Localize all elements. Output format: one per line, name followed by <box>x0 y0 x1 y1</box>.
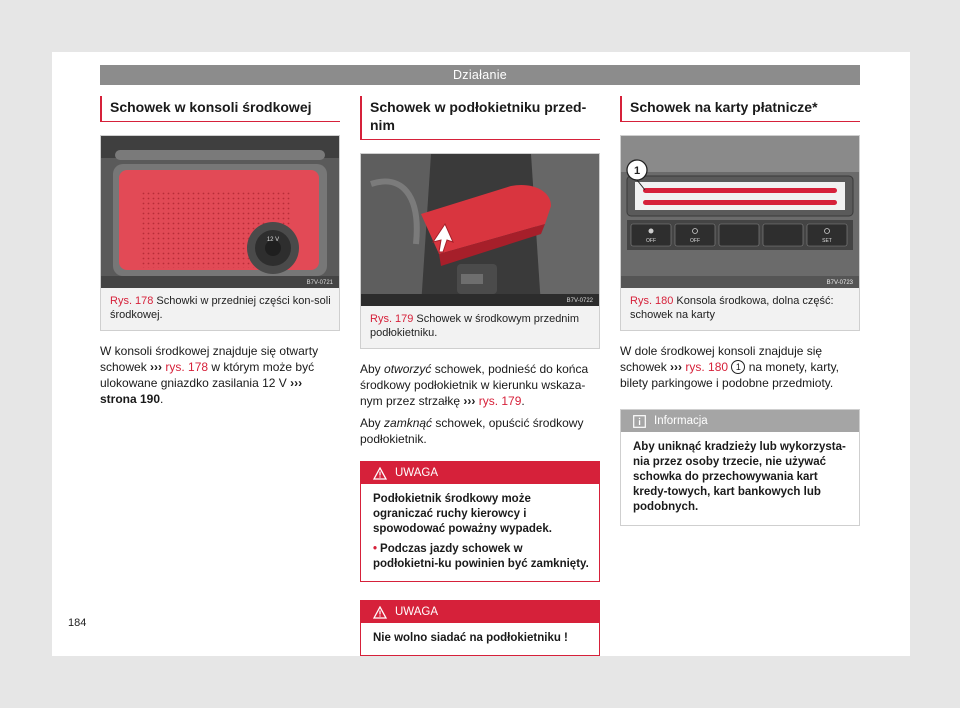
info-content: Aby uniknąć kradzieży lub wykorzysta-nia przez osoby trzecie, nie używać schowka do przechowywania kart kredy-towych, kart bankowych lub podobnych. <box>633 441 846 513</box>
figure-reference: Rys. 179 <box>370 313 414 325</box>
figure-code: B7V-0723 <box>826 280 853 286</box>
figure-caption <box>621 288 859 330</box>
info-header <box>621 410 859 432</box>
figure-code: B7V-0721 <box>306 280 333 286</box>
armrest-illustration <box>361 154 599 306</box>
caption-text: Schowek w środkowym przednim podłokietniku. <box>370 313 580 339</box>
body-text: W konsoli środkowej znajduje się otwarty schowek <box>100 344 319 374</box>
emphasis-text: otworzyć <box>384 362 432 376</box>
bullet-marker: • <box>373 543 378 555</box>
section-title: Schowek w podłokietniku przed-nim <box>360 96 600 140</box>
button-label: OFF <box>690 238 700 244</box>
page-link[interactable]: strona 190 <box>100 392 161 406</box>
section-title: Schowek w konsoli środkowej <box>100 96 340 122</box>
punctuation: . <box>160 392 164 406</box>
figure-link[interactable]: rys. 178 <box>165 360 209 374</box>
body-paragraph <box>100 343 340 407</box>
figure-link[interactable]: rys. 179 <box>478 394 522 408</box>
body-text: Aby <box>360 416 381 430</box>
figure-179 <box>360 153 600 349</box>
callout-badge: 1 <box>731 360 745 374</box>
warning-box <box>360 600 600 656</box>
body-paragraph <box>360 361 600 409</box>
cross-ref-arrows: ››› <box>463 394 476 408</box>
figure-reference: Rys. 178 <box>110 295 154 307</box>
section-console-storage <box>100 96 340 407</box>
figure-180 <box>620 135 860 331</box>
figure-caption <box>361 306 599 348</box>
caption-text: Konsola środkowa, dolna część: schowek na karty <box>630 295 834 321</box>
figure-178 <box>100 135 340 331</box>
warning-triangle-icon <box>373 467 387 480</box>
figure-reference: Rys. 180 <box>630 295 674 307</box>
body-text: na monety, karty, bilety parkingowe i podobne przedmioty. <box>620 360 840 390</box>
warning-text: Podłokietnik środkowy może ograniczać ruchy kierowcy i spowodować poważny wypadek. <box>373 493 552 535</box>
section-title: Schowek na karty płatnicze* <box>620 96 860 122</box>
console-storage-illustration <box>101 136 339 288</box>
figure-code: B7V-0722 <box>566 298 593 304</box>
button-label: OFF <box>646 238 656 244</box>
emphasis-text: zamknąć <box>384 416 433 430</box>
body-text: W dole środkowej konsoli znajduje się schowek <box>620 344 823 374</box>
warning-text: Nie wolno siadać na podłokietniku ! <box>373 632 568 644</box>
page-number: 184 <box>68 617 87 629</box>
warning-box <box>360 461 600 582</box>
body-text: schowek, podnieść do końca środkowy podłokietnik w kierunku wskaza-nym przez strzałkę <box>360 362 589 408</box>
figure-link[interactable]: rys. 180 <box>685 360 729 374</box>
info-box <box>620 409 860 526</box>
cross-ref-arrows: ››› <box>290 376 303 390</box>
body-text: Aby <box>360 362 381 376</box>
body-paragraph <box>620 343 860 391</box>
warning-header <box>361 462 599 484</box>
body-text: schowek, opuścić środkowy podłokietnik. <box>360 416 584 446</box>
punctuation: . <box>521 394 525 408</box>
socket-label: 12 V <box>266 237 280 243</box>
body-text: w którym może być ulokowane gniazdko zasilania 12 V <box>100 360 315 390</box>
warning-text: Podczas jazdy schowek w podłokietni-ku powinien być zamknięty. <box>373 543 589 570</box>
cross-ref-arrows: ››› <box>150 360 163 374</box>
warning-header <box>361 601 599 623</box>
cross-ref-arrows: ››› <box>670 360 683 374</box>
caption-text: Schowki w przedniej części kon-soli środkowej. <box>110 295 331 321</box>
section-armrest-storage <box>360 96 600 656</box>
callout-number: 1 <box>633 165 641 177</box>
warning-content <box>361 623 599 655</box>
body-paragraph <box>360 415 600 447</box>
figure-caption <box>101 288 339 330</box>
warning-label: UWAGA <box>395 467 439 479</box>
section-card-storage <box>620 96 860 526</box>
warning-content <box>361 484 599 581</box>
button-label: SET <box>822 238 832 244</box>
warning-triangle-icon <box>373 606 387 619</box>
info-icon <box>633 415 646 428</box>
card-slot-illustration <box>621 136 859 288</box>
info-label: Informacja <box>654 415 708 427</box>
warning-bullet-item <box>373 542 589 572</box>
console-buttons <box>631 224 847 246</box>
warning-label: UWAGA <box>395 606 439 618</box>
chapter-header: Działanie <box>100 65 860 85</box>
